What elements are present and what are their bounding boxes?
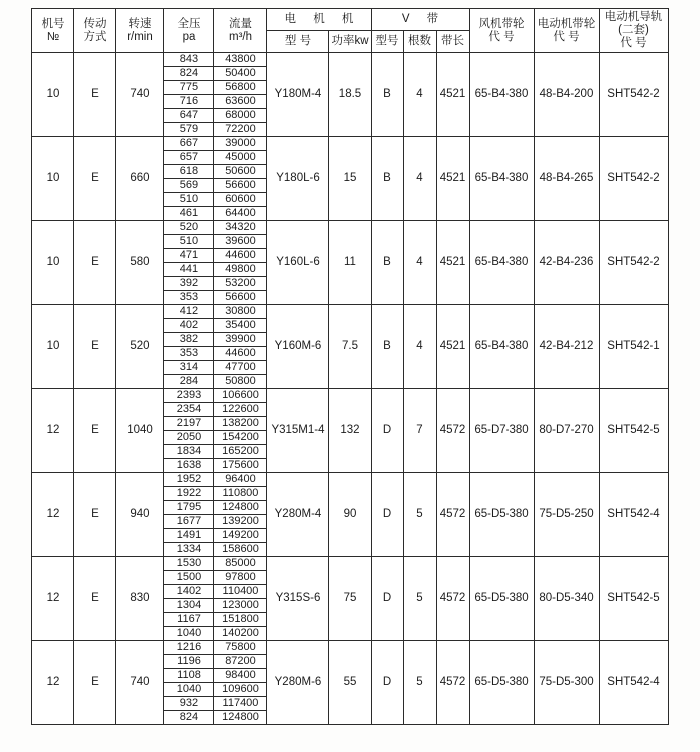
pressure-cell: 1834	[164, 445, 214, 459]
vbelt-length-cell: 4572	[436, 473, 469, 557]
motor-power-cell: 7.5	[329, 305, 371, 389]
machine-no-cell: 12	[32, 557, 74, 641]
vbelt-model-cell: B	[371, 305, 403, 389]
group-header-motor: 电 机 机	[267, 9, 371, 31]
pressure-cell: 775	[164, 81, 214, 95]
flow-cell: 50400	[214, 67, 267, 81]
col-header-rail: 电动机导轨 (二套) 代 号	[599, 9, 668, 53]
pressure-cell: 667	[164, 137, 214, 151]
col-header-vbelt-model: 型号	[371, 31, 403, 53]
pressure-cell: 1795	[164, 501, 214, 515]
pressure-cell: 1216	[164, 641, 214, 655]
vbelt-count-cell: 4	[403, 305, 436, 389]
flow-cell: 75800	[214, 641, 267, 655]
col-header-motor-model: 型 号	[267, 31, 329, 53]
flow-cell: 44600	[214, 249, 267, 263]
fan-pulley-code-cell: 65-D5-380	[469, 557, 534, 641]
flow-cell: 49800	[214, 263, 267, 277]
flow-cell: 56800	[214, 81, 267, 95]
flow-cell: 39600	[214, 235, 267, 249]
vbelt-length-cell: 4572	[436, 557, 469, 641]
pressure-cell: 382	[164, 333, 214, 347]
drive-mode-cell: E	[74, 557, 116, 641]
fan-pulley-code-cell: 65-B4-380	[469, 137, 534, 221]
flow-cell: 64400	[214, 207, 267, 221]
flow-cell: 151800	[214, 613, 267, 627]
pressure-cell: 2050	[164, 431, 214, 445]
pressure-cell: 824	[164, 67, 214, 81]
machine-no-cell: 12	[32, 641, 74, 725]
pressure-cell: 1638	[164, 459, 214, 473]
drive-mode-cell: E	[74, 53, 116, 137]
drive-mode-cell: E	[74, 305, 116, 389]
drive-mode-cell: E	[74, 473, 116, 557]
motor-model-cell: Y180L-6	[267, 137, 329, 221]
flow-cell: 106600	[214, 389, 267, 403]
machine-no-cell: 12	[32, 389, 74, 473]
motor-power-cell: 75	[329, 557, 371, 641]
pressure-cell: 618	[164, 165, 214, 179]
table-row	[32, 557, 668, 571]
motor-pulley-code-cell: 80-D7-270	[534, 389, 599, 473]
machine-no-cell: 10	[32, 53, 74, 137]
motor-pulley-code-cell: 48-B4-200	[534, 53, 599, 137]
motor-rail-code-cell: SHT542-4	[599, 473, 668, 557]
motor-power-cell: 11	[329, 221, 371, 305]
table-header	[32, 9, 668, 53]
flow-cell: 39000	[214, 137, 267, 151]
flow-cell: 123000	[214, 599, 267, 613]
motor-rail-code-cell: SHT542-4	[599, 641, 668, 725]
col-header-fan-pulley: 风机带轮 代 号	[469, 9, 534, 53]
motor-pulley-code-cell: 75-D5-300	[534, 641, 599, 725]
pressure-cell: 314	[164, 361, 214, 375]
col-header-vbelt-length: 带长	[436, 31, 469, 53]
machine-no-cell: 10	[32, 221, 74, 305]
machine-no-cell: 10	[32, 137, 74, 221]
fan-pulley-code-cell: 65-D5-380	[469, 641, 534, 725]
flow-cell: 60600	[214, 193, 267, 207]
pressure-cell: 1334	[164, 543, 214, 557]
fan-pulley-code-cell: 65-B4-380	[469, 221, 534, 305]
pressure-cell: 824	[164, 711, 214, 725]
pressure-cell: 510	[164, 193, 214, 207]
flow-cell: 68000	[214, 109, 267, 123]
pressure-cell: 1167	[164, 613, 214, 627]
speed-cell: 520	[116, 305, 164, 389]
motor-rail-code-cell: SHT542-2	[599, 53, 668, 137]
table-row	[32, 305, 668, 319]
pressure-cell: 412	[164, 305, 214, 319]
flow-cell: 35400	[214, 319, 267, 333]
table-row	[32, 221, 668, 235]
pressure-cell: 1304	[164, 599, 214, 613]
motor-rail-code-cell: SHT542-2	[599, 221, 668, 305]
motor-rail-code-cell: SHT542-5	[599, 389, 668, 473]
flow-cell: 53200	[214, 277, 267, 291]
pressure-cell: 353	[164, 347, 214, 361]
speed-cell: 740	[116, 53, 164, 137]
vbelt-count-cell: 5	[403, 473, 436, 557]
pressure-cell: 441	[164, 263, 214, 277]
flow-cell: 56600	[214, 179, 267, 193]
vbelt-count-cell: 5	[403, 557, 436, 641]
header-row-1	[32, 9, 668, 31]
vbelt-count-cell: 7	[403, 389, 436, 473]
col-header-drive: 传动 方式	[74, 9, 116, 53]
flow-cell: 50600	[214, 165, 267, 179]
flow-cell: 140200	[214, 627, 267, 641]
motor-power-cell: 132	[329, 389, 371, 473]
flow-cell: 34320	[214, 221, 267, 235]
pressure-cell: 471	[164, 249, 214, 263]
motor-pulley-code-cell: 48-B4-265	[534, 137, 599, 221]
vbelt-length-cell: 4521	[436, 221, 469, 305]
col-header-vbelt-count: 根数	[403, 31, 436, 53]
fan-motor-spec-table	[31, 8, 668, 725]
pressure-cell: 1491	[164, 529, 214, 543]
pressure-cell: 2393	[164, 389, 214, 403]
flow-cell: 43800	[214, 53, 267, 67]
speed-cell: 580	[116, 221, 164, 305]
pressure-cell: 284	[164, 375, 214, 389]
vbelt-model-cell: B	[371, 137, 403, 221]
fan-pulley-code-cell: 65-D5-380	[469, 473, 534, 557]
flow-cell: 72200	[214, 123, 267, 137]
motor-pulley-code-cell: 42-B4-236	[534, 221, 599, 305]
pressure-cell: 569	[164, 179, 214, 193]
motor-rail-code-cell: SHT542-2	[599, 137, 668, 221]
flow-cell: 122600	[214, 403, 267, 417]
drive-mode-cell: E	[74, 389, 116, 473]
vbelt-model-cell: B	[371, 53, 403, 137]
fan-pulley-code-cell: 65-B4-380	[469, 53, 534, 137]
motor-model-cell: Y315M1-4	[267, 389, 329, 473]
pressure-cell: 579	[164, 123, 214, 137]
flow-cell: 110400	[214, 585, 267, 599]
vbelt-model-cell: D	[371, 557, 403, 641]
table-body	[32, 53, 668, 725]
col-header-pressure: 全压 pa	[164, 9, 214, 53]
drive-mode-cell: E	[74, 221, 116, 305]
vbelt-length-cell: 4572	[436, 641, 469, 725]
motor-pulley-code-cell: 80-D5-340	[534, 557, 599, 641]
flow-cell: 87200	[214, 655, 267, 669]
motor-power-cell: 15	[329, 137, 371, 221]
pressure-cell: 647	[164, 109, 214, 123]
motor-model-cell: Y160M-6	[267, 305, 329, 389]
motor-model-cell: Y315S-6	[267, 557, 329, 641]
flow-cell: 110800	[214, 487, 267, 501]
col-header-flow: 流量 m³/h	[214, 9, 267, 53]
motor-model-cell: Y180M-4	[267, 53, 329, 137]
flow-cell: 96400	[214, 473, 267, 487]
machine-no-cell: 10	[32, 305, 74, 389]
flow-cell: 39900	[214, 333, 267, 347]
pressure-cell: 1040	[164, 627, 214, 641]
motor-power-cell: 18.5	[329, 53, 371, 137]
col-header-motor-power: 功率kw	[329, 31, 371, 53]
flow-cell: 124800	[214, 711, 267, 725]
flow-cell: 44600	[214, 347, 267, 361]
flow-cell: 97800	[214, 571, 267, 585]
fan-pulley-code-cell: 65-B4-380	[469, 305, 534, 389]
pressure-cell: 2354	[164, 403, 214, 417]
vbelt-length-cell: 4572	[436, 389, 469, 473]
vbelt-model-cell: D	[371, 641, 403, 725]
flow-cell: 149200	[214, 529, 267, 543]
col-header-motor-pulley: 电动机带轮 代 号	[534, 9, 599, 53]
flow-cell: 158600	[214, 543, 267, 557]
motor-power-cell: 55	[329, 641, 371, 725]
motor-pulley-code-cell: 75-D5-250	[534, 473, 599, 557]
pressure-cell: 1500	[164, 571, 214, 585]
vbelt-count-cell: 4	[403, 53, 436, 137]
pressure-cell: 1922	[164, 487, 214, 501]
flow-cell: 139200	[214, 515, 267, 529]
flow-cell: 50800	[214, 375, 267, 389]
table-row	[32, 641, 668, 655]
pressure-cell: 716	[164, 95, 214, 109]
pressure-cell: 510	[164, 235, 214, 249]
group-header-vbelt: V 带	[371, 9, 469, 31]
col-header-speed: 转速 r/min	[116, 9, 164, 53]
table-row	[32, 389, 668, 403]
flow-cell: 98400	[214, 669, 267, 683]
table-row	[32, 53, 668, 67]
pressure-cell: 2197	[164, 417, 214, 431]
fan-pulley-code-cell: 65-D7-380	[469, 389, 534, 473]
vbelt-model-cell: D	[371, 389, 403, 473]
vbelt-count-cell: 5	[403, 641, 436, 725]
pressure-cell: 1952	[164, 473, 214, 487]
flow-cell: 117400	[214, 697, 267, 711]
motor-pulley-code-cell: 42-B4-212	[534, 305, 599, 389]
flow-cell: 30800	[214, 305, 267, 319]
vbelt-length-cell: 4521	[436, 53, 469, 137]
vbelt-count-cell: 4	[403, 137, 436, 221]
table-row	[32, 137, 668, 151]
flow-cell: 165200	[214, 445, 267, 459]
motor-power-cell: 90	[329, 473, 371, 557]
vbelt-length-cell: 4521	[436, 305, 469, 389]
speed-cell: 740	[116, 641, 164, 725]
pressure-cell: 843	[164, 53, 214, 67]
pressure-cell: 1402	[164, 585, 214, 599]
vbelt-count-cell: 4	[403, 221, 436, 305]
pressure-cell: 402	[164, 319, 214, 333]
pressure-cell: 1530	[164, 557, 214, 571]
machine-no-cell: 12	[32, 473, 74, 557]
pressure-cell: 1677	[164, 515, 214, 529]
pressure-cell: 1196	[164, 655, 214, 669]
col-header-machine-no: 机号 №	[32, 9, 74, 53]
flow-cell: 47700	[214, 361, 267, 375]
flow-cell: 124800	[214, 501, 267, 515]
flow-cell: 85000	[214, 557, 267, 571]
motor-rail-code-cell: SHT542-1	[599, 305, 668, 389]
speed-cell: 830	[116, 557, 164, 641]
flow-cell: 63600	[214, 95, 267, 109]
vbelt-model-cell: B	[371, 221, 403, 305]
speed-cell: 1040	[116, 389, 164, 473]
vbelt-length-cell: 4521	[436, 137, 469, 221]
drive-mode-cell: E	[74, 641, 116, 725]
pressure-cell: 657	[164, 151, 214, 165]
flow-cell: 154200	[214, 431, 267, 445]
pressure-cell: 932	[164, 697, 214, 711]
flow-cell: 109600	[214, 683, 267, 697]
speed-cell: 940	[116, 473, 164, 557]
flow-cell: 56600	[214, 291, 267, 305]
speed-cell: 660	[116, 137, 164, 221]
motor-rail-code-cell: SHT542-5	[599, 557, 668, 641]
flow-cell: 175600	[214, 459, 267, 473]
motor-model-cell: Y280M-6	[267, 641, 329, 725]
motor-model-cell: Y160L-6	[267, 221, 329, 305]
flow-cell: 45000	[214, 151, 267, 165]
pressure-cell: 353	[164, 291, 214, 305]
pressure-cell: 1108	[164, 669, 214, 683]
vbelt-model-cell: D	[371, 473, 403, 557]
motor-model-cell: Y280M-4	[267, 473, 329, 557]
pressure-cell: 520	[164, 221, 214, 235]
pressure-cell: 1040	[164, 683, 214, 697]
flow-cell: 138200	[214, 417, 267, 431]
table-row	[32, 473, 668, 487]
pressure-cell: 392	[164, 277, 214, 291]
drive-mode-cell: E	[74, 137, 116, 221]
pressure-cell: 461	[164, 207, 214, 221]
